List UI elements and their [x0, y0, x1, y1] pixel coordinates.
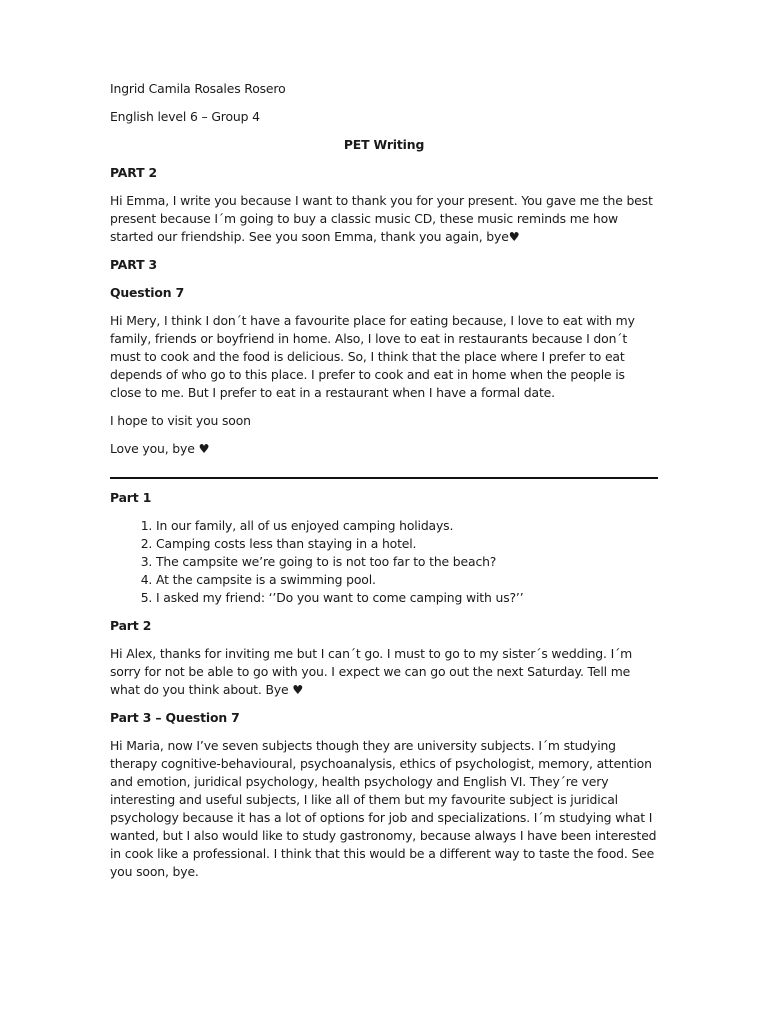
- question7-letter: Hi Mery, I think I don´t have a favourite place for eating because, I love to eat with my family, friends or boyfriend in home. Also, I love to eat in restaurants because I don´t must to cook and the food is delicious. So, I think that the place where I prefer to eat depends of who go to this place. I prefer to cook and eat in home when the people is close to me. But I prefer to eat in a restaurant when I have a formal date.: [110, 313, 635, 400]
- author-name: Ingrid Camila Rosales Rosero: [110, 81, 286, 96]
- part3b-heading: Part 3 – Question 7: [110, 710, 240, 725]
- part2-letter: Hi Emma, I write you because I want to thank you for your present. You gave me the best present because I´m going to buy a classic music CD, these music reminds me how started our friendship. See you soon Emma, thank you again, bye♥: [110, 193, 653, 244]
- part2b-heading: Part 2: [110, 618, 152, 633]
- course-info: English level 6 – Group 4: [110, 109, 260, 124]
- question7-heading: Question 7: [110, 285, 185, 300]
- closing-line-2: Love you, bye ♥: [110, 441, 210, 456]
- document-page: [110, 80, 658, 891]
- part3b-letter: Hi Maria, now I’ve seven subjects though they are university subjects. I´m studying therapy cognitive-behavioural, psychoanalysis, ethics of psychologist, memory, attention and emotion, juridical psychology, health psychology and English VI. They´re very interesting and useful subjects, I like all of them but my favourite subject is juridical psychology because it has a lot of options for job and specializations. I´m studying what I wanted, but I also would like to study gastronomy, because always I have been interested in cook like a professional. I think that this would be a different way to taste the food. See you soon, bye.: [110, 738, 657, 879]
- part3-heading: PART 3: [110, 257, 158, 272]
- list-item: 4. At the campsite is a swimming pool.: [156, 571, 658, 589]
- list-item: 5. I asked my friend: ‘’Do you want to come camping with us?’’: [156, 589, 658, 607]
- list-item: 2. Camping costs less than staying in a hotel.: [156, 535, 658, 553]
- part1-list: [110, 517, 658, 607]
- list-item: 1. In our family, all of us enjoyed camping holidays.: [156, 517, 658, 535]
- document-title: PET Writing: [343, 137, 425, 152]
- closing-line-1: I hope to visit you soon: [110, 413, 251, 428]
- list-item: 3. The campsite we’re going to is not too far to the beach?: [156, 553, 658, 571]
- section-divider: [110, 477, 658, 479]
- part2b-letter: Hi Alex, thanks for inviting me but I can´t go. I must to go to my sister´s wedding. I´m sorry for not be able to go with you. I expect we can go out the next Saturday. Tell me what do you think about. Bye ♥: [110, 646, 633, 697]
- part1-heading: Part 1: [110, 490, 152, 505]
- part2-heading: PART 2: [110, 165, 158, 180]
